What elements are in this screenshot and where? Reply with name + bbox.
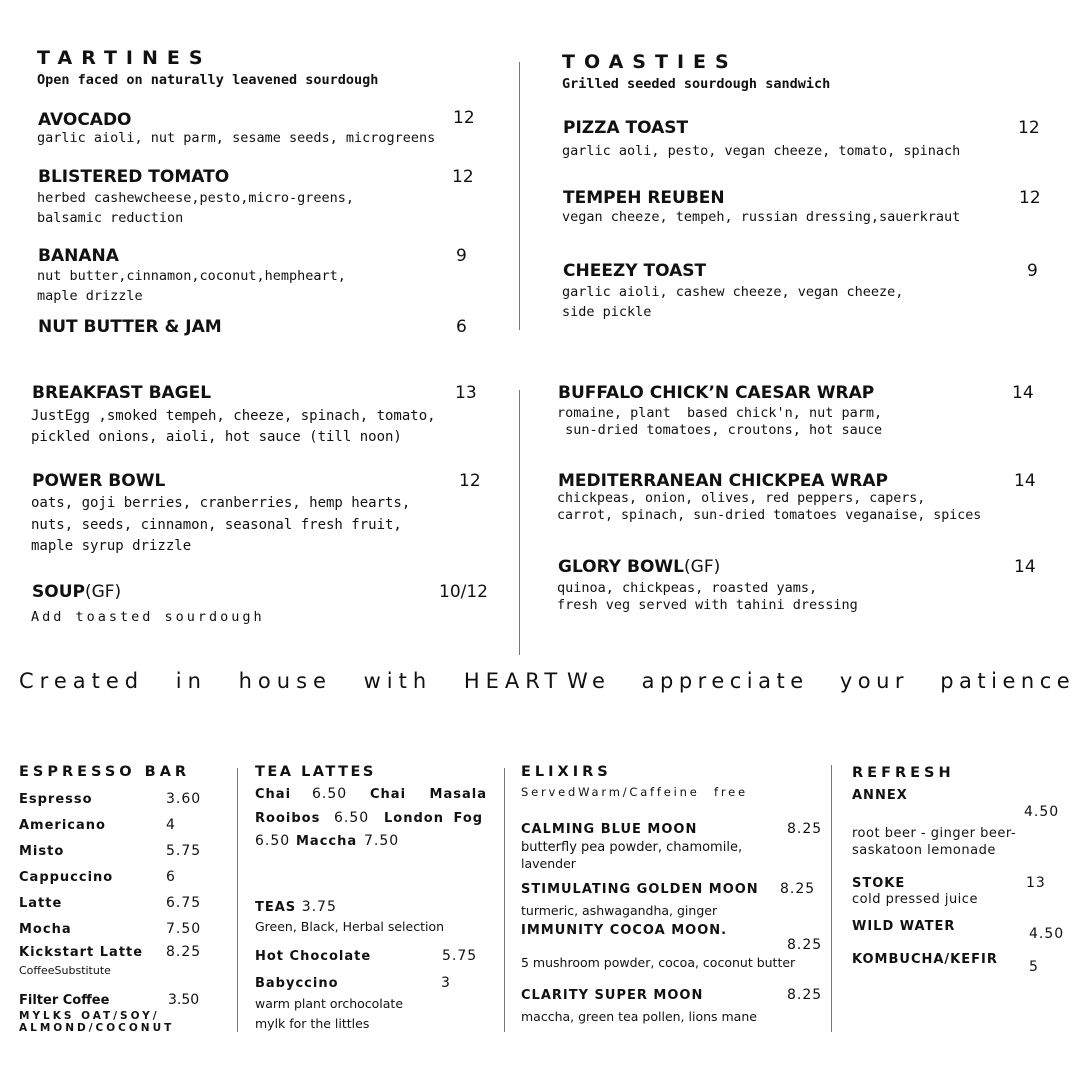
babyccino-name: Babyccino — [255, 976, 339, 991]
item-cheezy-toast-price: 9 — [1027, 261, 1038, 281]
annex-name: ANNEX — [852, 788, 908, 803]
desc-line: side pickle — [562, 304, 652, 320]
chai-name: Chai — [255, 787, 292, 802]
chai-masala-name: Chai Masala — [370, 787, 487, 802]
item-cheezy-toast-name: CHEEZY TOAST — [563, 261, 707, 281]
drink-mocha-price: 7.50 — [166, 921, 202, 937]
wild-water-price: 4.50 — [1029, 926, 1065, 942]
desc-line: sun-dried tomatoes, croutons, hot sauce — [557, 422, 883, 438]
item-breakfast-bagel-price: 13 — [455, 383, 477, 403]
drink-filter-coffee-price: 3.50 — [168, 992, 200, 1008]
tagline-patience: We appreciate your patience — [567, 669, 1076, 693]
desc-line: garlic aioli, cashew cheeze, vegan cheeze, — [562, 284, 904, 300]
london-fog-price: 6.50 — [255, 833, 291, 849]
item-soup-name — [32, 582, 121, 602]
drink-americano-name: Americano — [19, 818, 106, 833]
item-buffalo-wrap-desc — [557, 405, 882, 439]
item-banana-name: BANANA — [38, 246, 119, 266]
divider-drinks-2 — [504, 768, 505, 1032]
stoke-desc: cold pressed juice — [852, 892, 978, 907]
kombucha-kefir-price: 5 — [1029, 959, 1039, 975]
elixir-calming-blue-moon-name: CALMING BLUE MOON — [521, 822, 698, 837]
toasties-title: TOASTIES — [562, 51, 738, 73]
elixir-clarity-super-moon-desc: maccha, green tea pollen, lions mane — [521, 1009, 757, 1024]
drink-filter-coffee-name: Filter Coffee — [19, 993, 110, 1008]
hot-chocolate-name: Hot Chocolate — [255, 949, 372, 964]
desc-line: nut butter,cinnamon,coconut,hempheart, — [37, 268, 346, 284]
tartines-title: TARTINES — [37, 47, 212, 69]
item-nut-butter-jam-price: 6 — [456, 317, 467, 337]
mylks-line: MYLKS OAT/SOY/ — [19, 1010, 160, 1022]
desc-line: pickled onions, aioli, hot sauce (till noon) — [31, 429, 402, 445]
kombucha-kefir-name: KOMBUCHA/KEFIR — [852, 952, 998, 967]
desc-line: root beer - ginger beer- — [852, 826, 1017, 841]
divider-drinks-1 — [237, 768, 238, 1032]
tea-line-3 — [255, 834, 487, 854]
desc-line: chickpeas, onion, olives, red peppers, capers, — [557, 491, 926, 506]
teas-desc: Green, Black, Herbal selection — [255, 919, 445, 934]
item-pizza-toast-name: PIZZA TOAST — [563, 118, 689, 138]
item-power-bowl-name: POWER BOWL — [32, 471, 166, 491]
hot-chocolate-price: 5.75 — [442, 948, 478, 964]
elixirs-title: ELIXIRS — [521, 764, 612, 780]
desc-line: quinoa, chickpeas, roasted yams, — [557, 580, 818, 596]
item-tempeh-reuben-name: TEMPEH REUBEN — [563, 188, 725, 208]
maccha-name: Maccha — [296, 834, 358, 849]
chai-price: 6.50 — [312, 786, 348, 802]
desc-line: mylk for the littles — [255, 1016, 370, 1031]
babyccino-price: 3 — [441, 975, 451, 991]
teas-label: TEAS — [255, 900, 297, 915]
item-mediterranean-wrap-desc — [557, 490, 981, 524]
desc-line: carrot, spinach, sun-dried tomatoes veganaise, spices — [557, 508, 982, 523]
desc-line: fresh veg served with tahini dressing — [557, 597, 858, 613]
espresso-bar-title: ESPRESSO BAR — [19, 764, 191, 780]
kickstart-note: CoffeeSubstitute — [19, 964, 111, 977]
gf-tag: (GF) — [684, 557, 721, 577]
elixir-stimulating-golden-moon-price: 8.25 — [780, 881, 816, 897]
item-tempeh-reuben-desc: vegan cheeze, tempeh, russian dressing,sauerkraut — [562, 209, 961, 225]
item-breakfast-bagel-name: BREAKFAST BAGEL — [32, 383, 212, 403]
drink-espresso-price: 3.60 — [166, 791, 202, 807]
item-banana-desc — [37, 266, 346, 306]
item-breakfast-bagel-desc — [31, 406, 436, 448]
babyccino-desc — [255, 994, 403, 1034]
drink-espresso-name: Espresso — [19, 792, 93, 807]
item-buffalo-wrap-price: 14 — [1012, 383, 1034, 403]
mylks-line: ALMOND/COCONUT — [19, 1022, 175, 1034]
drink-cappuccino-name: Cappuccino — [19, 870, 114, 885]
drink-kickstart-latte-name: Kickstart Latte — [19, 945, 144, 960]
drink-cappuccino-price: 6 — [166, 869, 176, 885]
item-nut-butter-jam-name: NUT BUTTER & JAM — [38, 317, 222, 337]
item-glory-bowl-price: 14 — [1014, 557, 1036, 577]
desc-line: JustEgg ,smoked tempeh, cheeze, spinach, tomato, — [31, 408, 436, 424]
tea-line-1 — [255, 787, 487, 807]
item-soup-desc: Add toasted sourdough — [31, 609, 265, 625]
tartines-subtitle: Open faced on naturally leavened sourdough — [37, 72, 379, 88]
wild-water-name: WILD WATER — [852, 919, 956, 934]
rooibos-name: Rooibos — [255, 811, 321, 826]
elixir-calming-blue-moon-desc — [521, 840, 742, 872]
item-soup-price: 10/12 — [439, 582, 488, 602]
teas-name — [255, 899, 337, 915]
item-mediterranean-wrap-price: 14 — [1014, 471, 1036, 491]
item-glory-bowl-name — [558, 557, 720, 577]
elixir-immunity-cocoa-moon-price: 8.25 — [787, 937, 823, 953]
annex-desc — [852, 825, 1016, 859]
item-name-text: SOUP — [32, 582, 85, 602]
desc-line: maple syrup drizzle — [31, 538, 192, 554]
annex-price: 4.50 — [1024, 804, 1060, 820]
teas-price: 3.75 — [301, 899, 337, 915]
stoke-name: STOKE — [852, 876, 906, 891]
item-blistered-tomato-price: 12 — [452, 167, 474, 187]
item-name-text: GLORY BOWL — [558, 557, 685, 577]
item-power-bowl-desc — [31, 493, 410, 558]
tagline-heart: Created in house with HEART — [19, 669, 564, 693]
stoke-price: 13 — [1026, 875, 1046, 891]
item-blistered-tomato-desc — [37, 188, 354, 228]
elixir-clarity-super-moon-name: CLARITY SUPER MOON — [521, 988, 704, 1003]
maccha-price: 7.50 — [364, 833, 400, 849]
drink-misto-price: 5.75 — [166, 843, 202, 859]
item-power-bowl-price: 12 — [459, 471, 481, 491]
divider-drinks-3 — [831, 765, 832, 1032]
item-pizza-toast-price: 12 — [1018, 118, 1040, 138]
toasties-subtitle: Grilled seeded sourdough sandwich — [562, 76, 831, 92]
elixir-stimulating-golden-moon-name: STIMULATING GOLDEN MOON — [521, 882, 759, 897]
mylks-options — [19, 1010, 174, 1034]
refresh-title: REFRESH — [852, 765, 955, 781]
item-glory-bowl-desc — [557, 580, 858, 614]
desc-line: nuts, seeds, cinnamon, seasonal fresh fruit, — [31, 516, 402, 533]
divider-top — [519, 62, 520, 330]
desc-line: warm plant orchocolate — [255, 996, 404, 1011]
drink-americano-price: 4 — [166, 817, 176, 833]
elixir-stimulating-golden-moon-desc: turmeric, ashwagandha, ginger — [521, 903, 718, 918]
desc-line: oats, goji berries, cranberries, hemp hearts, — [31, 495, 411, 511]
drink-mocha-name: Mocha — [19, 922, 72, 937]
elixir-calming-blue-moon-price: 8.25 — [787, 821, 823, 837]
item-pizza-toast-desc: garlic aoli, pesto, vegan cheeze, tomato, spinach — [562, 143, 961, 159]
item-banana-price: 9 — [456, 246, 467, 266]
tea-lattes-title: TEA LATTES — [255, 764, 376, 780]
elixir-immunity-cocoa-moon-name: IMMUNITY COCOA MOON. — [521, 923, 728, 938]
desc-line: butterfly pea powder, chamomile, — [521, 840, 743, 855]
item-blistered-tomato-name: BLISTERED TOMATO — [38, 167, 230, 187]
item-avocado-price: 12 — [453, 108, 475, 128]
elixirs-subtitle: ServedWarm/Caffeine free — [521, 785, 748, 799]
london-fog-name: London Fog — [384, 811, 484, 826]
divider-middle — [519, 390, 520, 655]
item-avocado-desc: garlic aioli, nut parm, sesame seeds, microgreens — [37, 130, 436, 146]
desc-line: balsamic reduction — [37, 210, 184, 226]
drink-latte-name: Latte — [19, 896, 63, 911]
tea-line-2 — [255, 811, 487, 831]
drink-latte-price: 6.75 — [166, 895, 202, 911]
desc-line: romaine, plant based chick'n, nut parm, — [557, 405, 883, 421]
item-buffalo-wrap-name: BUFFALO CHICK’N CAESAR WRAP — [558, 383, 875, 403]
item-avocado-name: AVOCADO — [38, 110, 132, 130]
item-cheezy-toast-desc — [562, 282, 903, 322]
desc-line: maple drizzle — [37, 288, 143, 304]
elixir-immunity-cocoa-moon-desc: 5 mushroom powder, cocoa, coconut butter — [521, 955, 796, 970]
desc-line: herbed cashewcheese,pesto,micro-greens, — [37, 190, 354, 206]
gf-tag: (GF) — [84, 582, 122, 602]
desc-line: saskatoon lemonade — [852, 843, 996, 858]
item-tempeh-reuben-price: 12 — [1019, 188, 1041, 208]
drink-kickstart-latte-price: 8.25 — [166, 944, 202, 960]
desc-line: lavender — [521, 856, 576, 871]
item-mediterranean-wrap-name: MEDITERRANEAN CHICKPEA WRAP — [558, 471, 888, 491]
drink-misto-name: Misto — [19, 844, 65, 859]
rooibos-price: 6.50 — [334, 810, 370, 826]
elixir-clarity-super-moon-price: 8.25 — [787, 987, 823, 1003]
